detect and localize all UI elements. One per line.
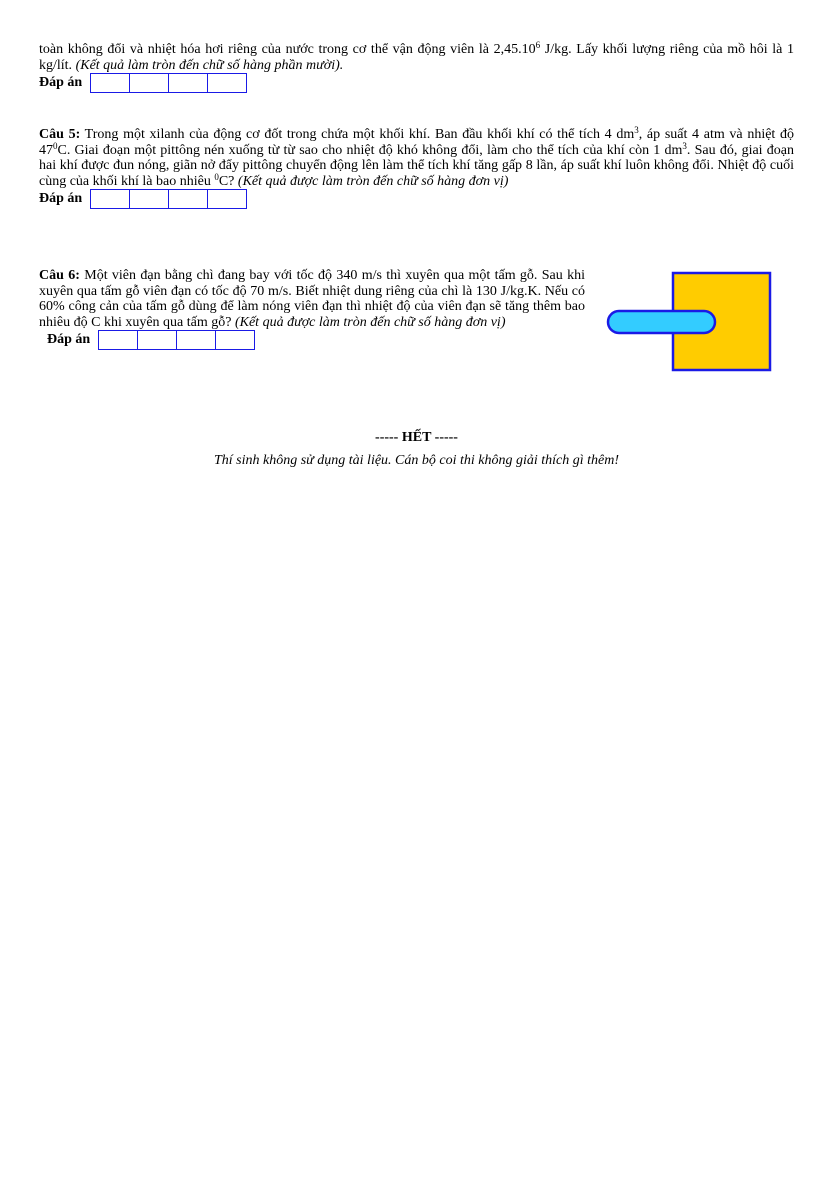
answer-row-q5 [39, 189, 794, 209]
answer-box[interactable] [91, 74, 130, 92]
answer-boxes[interactable] [98, 330, 255, 350]
question-label: Câu 5: [39, 127, 81, 142]
answer-box[interactable] [138, 331, 177, 349]
answer-box[interactable] [99, 331, 138, 349]
answer-box[interactable] [169, 190, 208, 208]
question-label: Câu 6: [39, 268, 80, 283]
answer-label: Đáp án [39, 191, 83, 207]
answer-box[interactable] [91, 190, 130, 208]
exam-footer-note: Thí sinh không sử dụng tài liệu. Cán bộ coi thi không giải thích gì thêm! [213, 453, 620, 468]
question-4-continuation [39, 42, 794, 93]
answer-box[interactable] [177, 331, 216, 349]
bullet [608, 311, 715, 333]
answer-box[interactable] [130, 74, 169, 92]
answer-boxes[interactable] [90, 189, 247, 209]
answer-box[interactable] [208, 74, 246, 92]
question-5-text: Câu 5: Trong một xilanh của động cơ đốt trong chứa một khối khí. Ban đầu khối khí có thể tích 4 $dm^3$, áp suất 4 atm và nhiệt độ $47^0C$. Giai đoạn một pittông nén xuống từ từ sao cho nhiệt độ khó không đổi, làm cho thể tích của khí còn 1 $dm^3$. Sau đó, giai đoạn hai khí được đun nóng, giãn nở đẩy pittông chuyển động lên làm thể tích khí tăng gấp 8 lần, áp suất khí luôn không đổi. Nhiệt độ cuối cùng của khối khí là bao nhiêu $^0$C? (Kết quả được làm tròn đến chữ số hàng đơn vị) [39, 125, 795, 189]
answer-box[interactable] [130, 190, 169, 208]
bullet-wood-figure [600, 266, 780, 378]
question-4-text: toàn không đổi và nhiệt hóa hơi riêng của nước trong cơ thể vận động viên là 2,45.10$^6$ J/kg. Lấy khối lượng riêng của mồ hôi là 1 kg/lít. (Kết quả làm tròn đến chữ số hàng phần mười). [39, 40, 794, 73]
answer-box[interactable] [169, 74, 208, 92]
question-6-text: Câu 6: Một viên đạn bằng chì đang bay với tốc độ 340 m/s thì xuyên qua một tấm gỗ. Sau khi xuyên qua tấm gỗ viên đạn có tốc độ 70 m/s. Biết nhiệt dung riêng của chì là 130 J/kg.K. Nếu có 60% công cản của tấm gỗ dùng để làm nóng viên đạn thì nhiệt độ của viên đạn sẽ tăng thêm bao nhiêu độ C khi xuyên qua tấm gỗ? (Kết quả được làm tròn đến chữ số hàng đơn vị) [39, 268, 585, 330]
answer-row-q6 [47, 330, 585, 350]
answer-boxes[interactable] [90, 73, 247, 93]
answer-label: Đáp án [39, 75, 83, 91]
answer-box[interactable] [216, 331, 254, 349]
answer-row-q4 [39, 73, 794, 93]
answer-label: Đáp án [47, 332, 91, 348]
end-marker: ----- HẾT ----- [375, 430, 458, 445]
question-6 [39, 268, 585, 350]
question-5 [39, 127, 794, 209]
answer-box[interactable] [208, 190, 246, 208]
